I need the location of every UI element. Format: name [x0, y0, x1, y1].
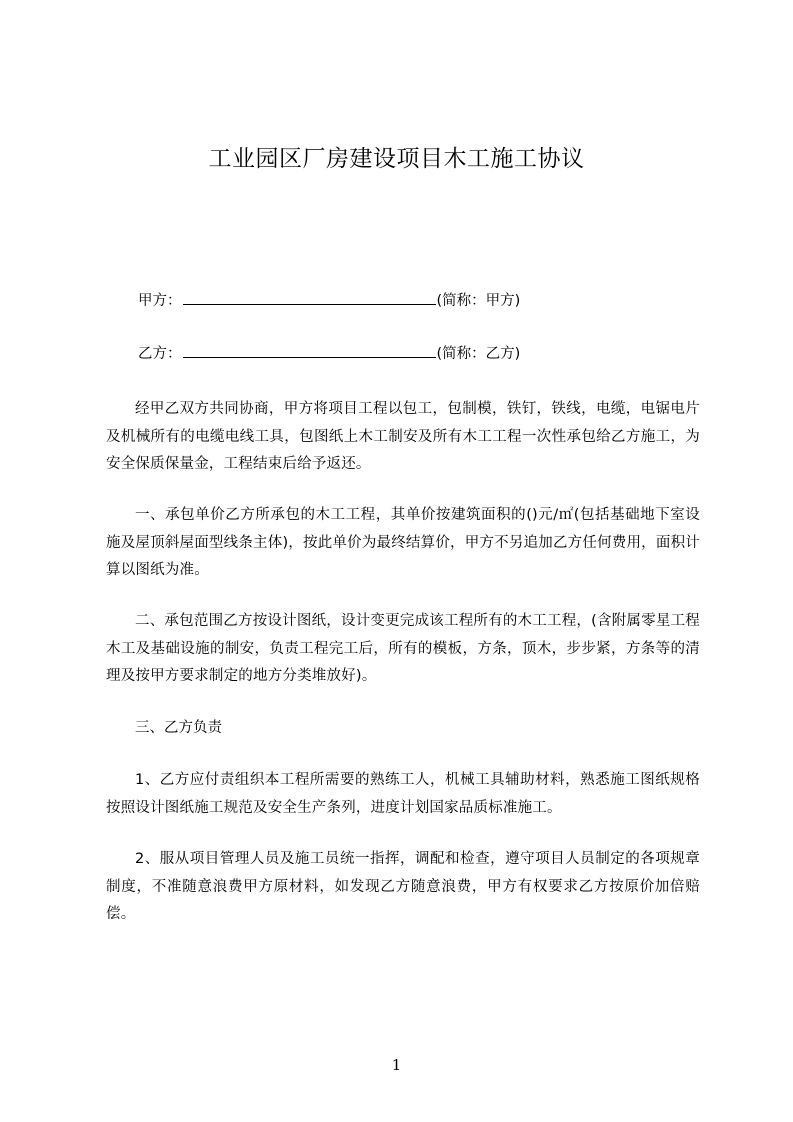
document-title: 工业园区厂房建设项目木工施工协议 — [208, 146, 585, 172]
clause-3-item-1: 1、乙方应付责组织本工程所需要的熟练工人，机械工具辅助材料，熟悉施工图纸规格按照设计图纸施工规范及安全生产条列，进度计划国家品质标准施工。 — [106, 772, 700, 816]
party-a-line — [138, 290, 520, 311]
party-b-line — [138, 343, 520, 364]
party-a-suffix: (简称：甲方) — [436, 293, 521, 309]
clause-1-paragraph: 一、承包单价乙方所承包的木工工程，其单价按建筑面积的()元/㎡(包括基础地下室设施及屋顶斜屋面型线条主体)，按此单价为最终结算价，甲方不另追加乙方任何费用，面积计算以图纸为准。 — [106, 507, 700, 578]
page-number: 1 — [391, 1056, 402, 1074]
party-a-label: 甲方： — [138, 293, 182, 309]
party-b-label: 乙方： — [138, 346, 182, 362]
party-a-blank-field — [183, 290, 436, 305]
intro-paragraph: 经甲乙双方共同协商，甲方将项目工程以包工，包制模，铁钉，铁线，电缆，电锯电片及机械所有的电缆电线工具，包图纸上木工制安及所有木工工程一次性承包给乙方施工，为安全保质保量金，工程结束后给予返还。 — [106, 401, 700, 472]
party-b-suffix: (简称：乙方) — [436, 346, 521, 362]
clause-2-paragraph: 二、承包范围乙方按设计图纸，设计变更完成该工程所有的木工工程，(含附属零星工程木工及基础设施的制安，负责工程完工后，所有的模板，方条，顶木，步步紧，方条等的清理及按甲方要求制定的地方分类堆放好)。 — [106, 613, 700, 684]
party-b-blank-field — [183, 343, 436, 358]
clause-3-item-2: 2、服从项目管理人员及施工员统一指挥，调配和检查，遵守项目人员制定的各项规章制度，不准随意浪费甲方原材料，如发现乙方随意浪费，甲方有权要求乙方按原价加倍赔偿。 — [106, 851, 700, 922]
clause-3-heading: 三、乙方负责 — [135, 720, 222, 736]
